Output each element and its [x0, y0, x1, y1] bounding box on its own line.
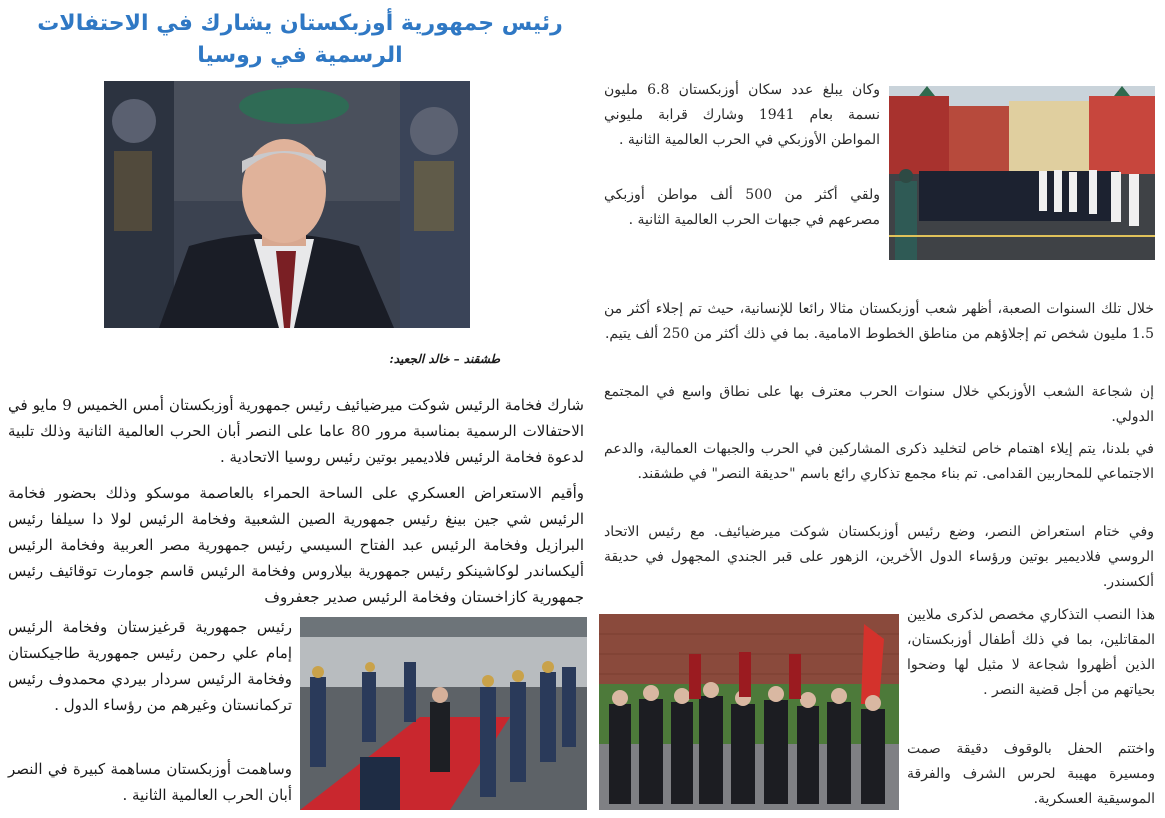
article-title: رئيس جمهورية أوزبكستان يشارك في الاحتفالات الرسمية في روسيا	[37, 11, 563, 68]
right-top-paragraph-1: وكان يبلغ عدد سكان أوزبكستان 6.8 مليون نسمة بعام 1941 وشارك قرابة مليوني المواطن الأوزبكي في الحرب العالمية الثانية .	[604, 82, 880, 148]
left-paragraph-1: شارك فخامة الرئيس شوكت ميرضيائيف رئيس جمهورية أوزبكستان أمس الخميس 9 مايو في الاحتفالات الرسمية بمناسبة مرور 80 عاما على النصر أبان الحرب العالمية الثانية وذلك تلبية لدعوة فخامة الرئيس فلاديمير بوتين رئيس روسيا الاتحادية .	[8, 396, 584, 466]
right-paragraph-3: خلال تلك السنوات الصعبة، أظهر شعب أوزبكستان مثالا رائعا للإنسانية، حيث تم إجلاء أكثر من 1.5 مليون شخص تم إجلاؤهم من مناطق الخطوط الامامية. بما في ذلك أكثر من 250 ألف يتيم.	[604, 301, 1154, 342]
right-paragraph-4: إن شجاعة الشعب الأوزبكي خلال سنوات الحرب معترف بها على نطاق واسع في المجتمع الدولي.	[604, 384, 1154, 425]
military-parade-photo	[889, 86, 1155, 260]
right-paragraph-5: في بلدنا، يتم إيلاء اهتمام خاص لتخليد ذكرى المشاركين في الحرب والجبهات العمالية، والدعم الاجتماعي للمحاربين القدامى. تم بناء مجمع تذكاري رائع باسم "حديقة النصر" في طشقند.	[604, 441, 1154, 482]
president-portrait-photo	[104, 81, 470, 328]
left-paragraph-3: وساهمت أوزبكستان مساهمة كبيرة في النصر أبان الحرب العالمية الثانية .	[8, 760, 292, 804]
left-paragraph-2-wide: وأقيم الاستعراض العسكري على الساحة الحمراء بالعاصمة موسكو وذلك بحضور فخامة الرئيس شي جين بينغ رئيس جمهورية الصين الشعبية وفخامة الرئيس لولا دا سيلفا رئيس البرازيل وفخامة الرئيس عبد الفتاح السيسي رئيس جمهورية مصر العربية وفخامة الرئيس أليكساندر لوكاشينكو رئيس جمهورية بيلاروس وفخامة الرئيس قاسم جومارت توقائيف رئيس جمهورية كازاخستان وفخامة الرئيس صدير جعفروف	[8, 484, 584, 606]
byline: طشقند – خالد الجعيد:	[389, 352, 500, 366]
right-paragraph-8: واختتم الحفل بالوقوف دقيقة صمت ومسيرة مهيبة لحرس الشرف والفرقة الموسيقية العسكرية.	[907, 741, 1155, 807]
wreath-ceremony-photo	[599, 614, 899, 810]
right-top-paragraph-2: ولقي أكثر من 500 ألف مواطن أوزبكي مصرعهم في جبهات الحرب العالمية الثانية .	[604, 187, 880, 228]
right-paragraph-7: هذا النصب التذكاري مخصص لذكرى ملايين المقاتلين، بما في ذلك أطفال أوزبكستان، الذين أظهروا شجاعة لا مثيل لها وضحوا بحياتهم من أجل قضية النصر .	[907, 607, 1155, 698]
left-paragraph-2-narrow: رئيس جمهورية قرغيزستان وفخامة الرئيس إمام علي رحمن رئيس جمهورية طاجيكستان وفخامة الرئيس سردار بيردي محمدوف رئيس تركمانستان وغيرهم من رؤساء الدول .	[8, 618, 292, 714]
honor-guard-photo	[300, 617, 587, 810]
right-paragraph-6: وفي ختام استعراض النصر، وضع رئيس أوزبكستان شوكت ميرضيائيف. مع رئيس الاتحاد الروسي فلاديمير بوتين ورؤساء الدول الأخرين، الزهور على قبر الجندي المجهول في حديقة ألكسندر.	[604, 524, 1154, 590]
